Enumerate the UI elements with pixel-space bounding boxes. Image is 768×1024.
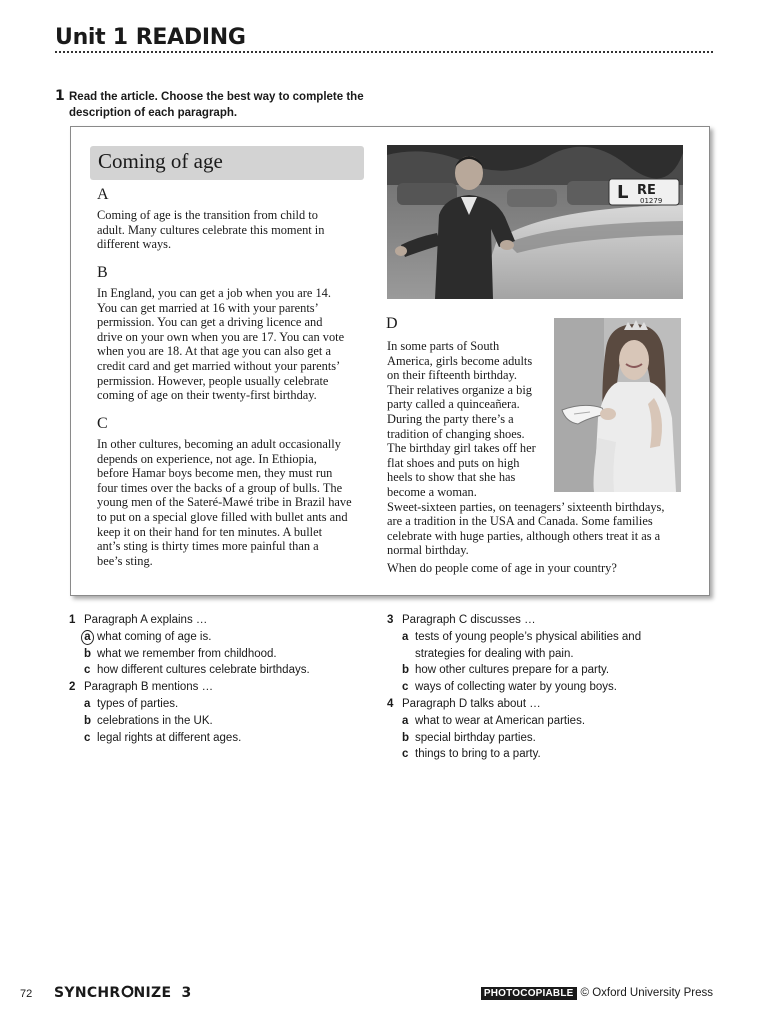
sync-icon [121, 985, 134, 1002]
text-line: flat shoes and puts on high [387, 455, 520, 470]
text-line: Sweet-sixteen parties, on teenagers’ sixteenth birthdays, [387, 499, 665, 514]
text-line: tradition of changing shoes. [387, 426, 525, 441]
question-number: 1 [69, 614, 76, 626]
option-letter: b [84, 714, 92, 727]
text-line: adult. Many cultures celebrate this moment in [97, 222, 325, 237]
option-text: what we remember from childhood. [97, 647, 277, 660]
paragraph-c-text [97, 437, 367, 568]
question-number: 3 [387, 614, 394, 626]
text-line: are a tradition in the USA and Canada. Some families [387, 514, 653, 529]
text-line: coming of age on their twenty-first birthday. [97, 388, 317, 403]
paragraph-c-heading: C [97, 415, 108, 432]
text-line: credit card and get married without your parents’ [97, 358, 341, 373]
text-line: permission. You can get a driving licence and [97, 315, 323, 330]
brand-suffix: NIZE [133, 985, 172, 1001]
question-1-option-b[interactable] [69, 646, 369, 663]
photo-girl-with-shoe-image [554, 318, 681, 492]
question-stem: Paragraph C discusses … [402, 614, 536, 626]
option-text: what coming of age is. [97, 630, 212, 643]
question-2-option-a[interactable] [69, 696, 369, 713]
text-line: Coming of age is the transition from child to [97, 208, 318, 222]
brand-prefix: SYNCHR [54, 985, 121, 1001]
question-1-option-c[interactable] [69, 662, 369, 679]
text-line: keep it on their hand for ten minutes. A bullet [97, 524, 323, 539]
text-line: party called a quinceañera. [387, 397, 520, 412]
text-line: ant’s sting is thirty times more painful than a [97, 539, 319, 554]
page-number: 72 [20, 988, 33, 1000]
option-text: how different cultures celebrate birthdays. [97, 664, 310, 677]
question-4-option-c[interactable] [387, 746, 707, 763]
photocopiable-badge: PHOTOCOPIABLE [481, 987, 577, 1000]
brand-logo [54, 985, 192, 1002]
photo-man-with-car [387, 145, 683, 299]
question-2-option-b[interactable] [69, 713, 369, 730]
question-stem: Paragraph B mentions … [84, 681, 214, 694]
questions-left-column [69, 612, 369, 746]
text-line: heels to show that she has [387, 470, 516, 485]
text-line: young men of the Sateré-Mawé tribe in Brazil have [97, 495, 352, 510]
option-letter: a [402, 714, 409, 727]
option-letter: c [402, 748, 409, 761]
paragraph-d-heading: D [386, 315, 398, 332]
text-line: America, girls become adults [387, 353, 533, 368]
text-line: different ways. [97, 237, 172, 252]
paragraph-a-heading: A [97, 186, 109, 203]
question-3-option-a[interactable] [387, 629, 707, 663]
question-number: 2 [69, 681, 76, 694]
unit-title [55, 25, 246, 50]
text-line: bee’s sting. [97, 553, 153, 568]
option-text: special birthday parties. [415, 731, 536, 744]
paragraph-b-text [97, 286, 367, 403]
text-line: drive on your own when you are 17. You can vote [97, 329, 345, 344]
text-line: before Hamar boys become men, they must run [97, 466, 333, 481]
photo-man-with-car-image [387, 145, 683, 299]
option-letter: b [402, 664, 410, 677]
text-line: on their fifteenth birthday. [387, 368, 517, 383]
instruction-line: description of each paragraph. [69, 106, 238, 119]
learner-sign-number: 01279 [640, 197, 663, 205]
option-text: types of parties. [97, 697, 179, 710]
text-line: In other cultures, becoming an adult occasionally [97, 437, 341, 451]
text-line: When do people come of age in your country? [387, 560, 617, 575]
text-line: permission. However, people usually celebrate [97, 373, 329, 388]
option-letter: c [84, 664, 91, 677]
option-letter: b [84, 647, 92, 660]
question-3-option-b[interactable] [387, 662, 707, 679]
paragraph-a-text [97, 208, 347, 252]
footer-copyright [481, 987, 713, 999]
question-1-option-a[interactable] [69, 629, 369, 646]
question-4-option-a[interactable] [387, 713, 707, 730]
text-line: You can get married at 16 with your parents’ [97, 300, 319, 315]
question-stem: Paragraph A explains … [84, 614, 208, 626]
text-line: to put on a special glove filled with bullet ants and [97, 509, 348, 524]
article-box [70, 126, 710, 596]
text-line: four times over the backs of a group of bulls. The [97, 480, 343, 495]
option-text-continued: strategies for dealing with pain. [415, 647, 574, 660]
question-2-option-c[interactable] [69, 730, 369, 747]
header-divider [55, 51, 713, 53]
question-2 [69, 679, 369, 696]
instruction-line: Read the article. Choose the best way to complete the [69, 91, 364, 103]
article-title: Coming of age [90, 146, 364, 180]
paragraph-b-heading: B [97, 264, 108, 281]
option-text: celebrations in the UK. [97, 714, 213, 727]
questions-right-column [387, 612, 707, 763]
learner-sign-text: RE [637, 183, 656, 198]
option-letter: a [402, 630, 409, 643]
option-text: what to wear at American parties. [415, 714, 586, 727]
question-4-option-b[interactable] [387, 730, 707, 747]
text-line: During the party there’s a [387, 411, 514, 426]
photo-girl-with-shoe [554, 318, 681, 492]
section-label: READING [135, 25, 246, 50]
text-line: In England, you can get a job when you are 14. [97, 286, 331, 300]
copyright-text: © Oxford University Press [580, 987, 713, 999]
option-letter: c [402, 681, 409, 694]
option-text: how other cultures prepare for a party. [415, 664, 610, 677]
option-text: ways of collecting water by young boys. [415, 681, 617, 694]
text-line: depends on experience, not age. In Ethiopia, [97, 451, 317, 466]
question-stem: Paragraph D talks about … [402, 697, 541, 710]
option-text: tests of young people’s physical abilities and [415, 630, 642, 643]
text-line: normal birthday. [387, 543, 469, 558]
learner-sign-letter: L [617, 182, 629, 203]
option-letter: a [84, 697, 91, 710]
question-3-option-c[interactable] [387, 679, 707, 696]
question-number: 4 [387, 697, 394, 710]
text-line: when you are 18. At that age you can also get a [97, 344, 331, 359]
option-letter-circled: a [81, 630, 94, 645]
question-3 [387, 612, 707, 629]
question-1 [69, 612, 369, 629]
question-4 [387, 696, 707, 713]
text-line: become a woman. [387, 484, 477, 499]
exercise-instruction [69, 90, 379, 121]
text-line: celebrate with huge parties, although others treat it as a [387, 528, 661, 543]
text-line: In some parts of South [387, 339, 500, 353]
option-text: legal rights at different ages. [97, 731, 242, 744]
exercise-number: 1 [55, 88, 65, 104]
text-line: The birthday girl takes off her [387, 441, 536, 456]
unit-label: Unit 1 [55, 25, 128, 50]
brand-level: 3 [181, 985, 192, 1001]
option-text: things to bring to a party. [415, 748, 541, 761]
option-letter: b [402, 731, 410, 744]
text-line: Their relatives organize a big [387, 382, 532, 397]
option-letter: c [84, 731, 91, 744]
